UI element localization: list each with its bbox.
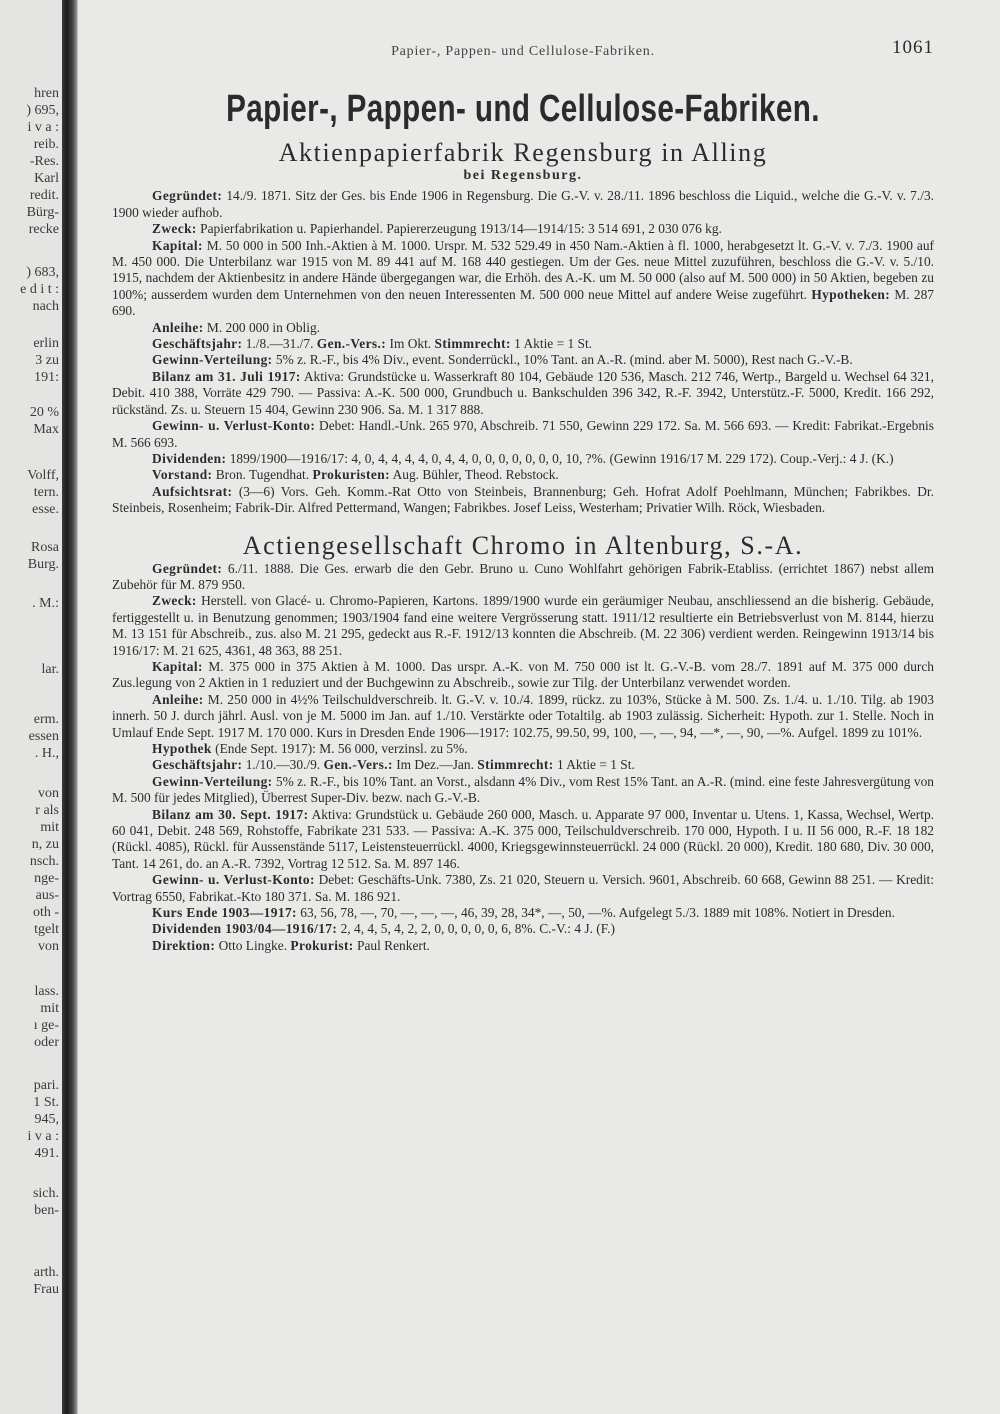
margin-fragment: arth. [33,1265,59,1280]
company-name: Aktienpapierfabrik Regensburg in Alling [278,138,768,167]
field-text: M. 200 000 in Oblig. [203,319,320,335]
field-label: Zweck: [152,221,197,237]
entry-paragraph [112,221,934,237]
entry-paragraph [112,418,934,451]
margin-fragment: nge- [34,871,59,886]
field-text: (3—6) Vors. Geh. Komm.-Rat Otto von Steinbeis, Brannenburg; Geh. Hofrat Adolf Poehlmann, München; Fabrikbes. Dr. Steinbeis, Rosenheim; Fabrik-Dir. Alfred Pettermand, Wangen; Fabrikbes. Josef Leiss, Westerham; Privatier Wilh. Röck, Wiesbaden. [112,483,934,516]
field-text: Papierfabrikation u. Papierhandel. Papiererzeugung 1913/14—1914/15: 3 514 691, 2 030 076 kg. [196,221,722,237]
margin-fragment: Rosa [31,540,59,555]
book-spine-shadow [62,0,78,1414]
margin-fragment: lar. [41,662,59,677]
field-text: 5% z. R.-F., bis 10% Tant. an Vorst., alsdann 4% Div., vom Rest 15% Tant. an A.-R. (mind. eine feste Jahresvergütung von M. 500 für jedes Mitglied), Überrest Super-Div. bezw. nach G.-V.-B. [112,773,934,806]
margin-fragment: 20 % [29,405,59,420]
margin-fragment: Volff, [27,468,59,483]
entry-paragraph [112,561,934,594]
margin-fragment: redit. [29,188,59,203]
margin-fragment: nach [32,299,59,314]
company-entry [112,188,934,516]
field-label: Stimmrecht: [434,336,511,352]
field-text: 5% z. R.-F., bis 4% Div., event. Sonderrückl., 10% Tant. an A.-R. (mind. aber M. 5000), Rest nach G.-V.-B. [272,352,853,368]
field-text: Bron. Tugendhat. [212,467,310,483]
company-subtitle: bei Regensburg. [463,168,583,183]
entry-paragraph [112,484,934,517]
field-text: 63, 56, 78, —, 70, —, —, —, 46, 39, 28, 34*, —, 50, —%. Aufgelegt 5./3. 1889 mit 108%. Notiert in Dresden. [296,905,895,921]
margin-fragment: ) 695, [26,103,59,118]
field-label: Gewinn-Verteilung: [152,773,273,789]
field-label: Hypotheken: [811,286,891,302]
field-label: Direktion: [152,937,216,953]
field-text: Debet: Handl.-Unk. 265 970, Abschreib. 71 550, Gewinn 229 172. Sa. M. 566 693. — Kredit: Fabrikat.-Ergebnis M. 566 693. [112,418,934,450]
field-text: Im Dez.—Jan. [392,757,474,773]
field-text: Debet: Geschäfts-Unk. 7380, Zs. 21 020, Steuern u. Versich. 9601, Abschreib. 60 668, Gewinn 88 251. — Kredit: Vortrag 6550, Fabrikat.-Kto 180 371. Sa. M. 186 921. [112,872,934,904]
section-title: Papier-, Pappen- und Cellulose-Fabriken. [226,88,820,130]
margin-fragment: aus- [35,888,59,903]
running-title: Papier-, Pappen- und Cellulose-Fabriken. [391,44,655,59]
field-text: Im Okt. [386,336,432,352]
field-label: Kapital: [152,237,203,253]
margin-fragment: recke [28,222,59,237]
field-text: 1 Aktie = 1 St. [553,757,635,773]
field-label: Gewinn-Verteilung: [152,352,273,368]
document-page [112,37,934,954]
entry-paragraph [112,451,934,467]
margin-fragment: mit [40,1001,59,1016]
margin-fragment: i v a : [27,1129,59,1144]
field-label: Prokurist: [290,937,354,953]
margin-fragment: hren [34,86,59,101]
margin-fragment: lass. [34,984,59,999]
entry-paragraph [112,352,934,368]
entry-paragraph [112,659,934,692]
field-text: Aug. Bühler, Theod. Rebstock. [389,467,559,483]
field-text: 14./9. 1871. Sitz der Ges. bis Ende 1906 in Regensburg. Die G.-V. v. 28./11. 1896 beschloss die Liquid., welche die G.-V. v. 7./3. 1900 wieder aufhob. [112,188,934,220]
field-label: Bilanz am 30. Sept. 1917: [152,806,309,822]
margin-fragment: 945, [34,1112,59,1127]
margin-fragment: von [38,939,59,954]
margin-fragment: Karl [34,171,59,186]
field-label: Gegründet: [152,560,223,576]
field-label: Vorstand: [152,467,213,483]
entry-paragraph [112,336,934,352]
field-label: Anleihe: [152,691,204,707]
field-label: Gewinn- u. Verlust-Konto: [152,418,316,434]
margin-fragment: Max [33,422,59,437]
margin-fragment: n, zu [31,837,59,852]
field-label: Zweck: [152,593,197,609]
field-text: Paul Renkert. [353,937,430,953]
field-text: 2, 4, 4, 5, 4, 2, 2, 0, 0, 0, 0, 0, 6, 8%. C.-V.: 4 J. (F.) [337,921,615,937]
field-label: Gegründet: [152,188,223,204]
entry-paragraph [112,593,934,659]
margin-fragment: von [38,786,59,801]
field-text: 1899/1900—1916/17: 4, 0, 4, 4, 4, 4, 0, 4, 4, 0, 0, 0, 0, 0, 0, 0, 10, ?%. (Gewinn 1916/17 M. 229 172). Coup.-Verj.: 4 J. (K.) [226,450,894,466]
running-header [112,37,934,70]
field-text: Herstell. von Glacé- u. Chromo-Papieren, Kartons. 1899/1900 wurde ein geräumiger Neubau, anschliessend an die bisherig. Gebäude, fertiggestellt u. in Benutzung genommen; 1903/1904 fand eine weitere Vergrösserung statt. 1911/12 resultierte ein Betriebsverlust von M. 8144, hierzu M. 13 151 für Abschreib., zus. also M. 21 295, gedeckt aus R.-F. 1912/13 konnten die Abschreib. (M. 22 306) verdient werden. Reingewinn 1913/14 bis 1916/17: M. 21 625, 4361, 48 363, 88 251. [112,593,934,658]
entry-paragraph [112,320,934,336]
entry-paragraph [112,467,934,483]
margin-fragment: sich. [32,1186,59,1201]
margin-fragment: . H., [34,746,59,761]
field-label: Prokuristen: [312,467,390,483]
entry-paragraph [112,807,934,873]
field-label: Kapital: [152,658,203,674]
margin-fragment: 3 zu [35,353,59,368]
margin-fragment: ı ge- [33,1018,59,1033]
field-label: Dividenden: [152,450,227,466]
margin-fragment: e d i t : [20,282,59,297]
margin-fragment: essen [28,729,59,744]
company-name: Actiengesellschaft Chromo in Altenburg, S.-A. [242,530,804,560]
entry-paragraph [112,238,934,320]
field-label: Kurs Ende 1903—1917: [152,905,297,921]
field-text: 1./8.—31./7. [242,336,314,352]
field-label: Gen.-Vers.: [323,757,393,773]
margin-fragment: oth - [32,905,59,920]
entry-paragraph [112,905,934,921]
margin-fragment: mit [40,820,59,835]
margin-fragment: ) 683, [26,265,59,280]
entry-paragraph [112,188,934,221]
field-label: Dividenden 1903/04—1916/17: [152,921,338,937]
page-number: 1061 [892,37,934,58]
field-text: M. 375 000 in 375 Aktien à M. 1000. Das urspr. A.-K. von M. 750 000 ist lt. G.-V.-B. vom 28./7. 1891 auf M. 375 000 durch Zus.legung von 2 Aktien in 1 reduziert und der Buchgewinn zu Abschreib., sowie zur Tilg. der Unterbilanz verwendet worden. [112,658,934,691]
entry-paragraph [112,692,934,741]
margin-fragment: ben- [34,1203,59,1218]
field-label: Aufsichtsrat: [152,483,233,499]
margin-fragment: -Res. [29,154,59,169]
field-text: M. 250 000 in 4½% Teilschuldverschreib. lt. G.-V. v. 10./4. 1899, rückz. zu 103%, Stücke à M. 500. Zs. 1./4. u. 1./10. Tilg. ab 1903 innerh. 50 J. durch jährl. Ausl. von je M. 5000 im Jan. auf 1./10. Verstärkte oder Totaltilg. ab 1903 zulässig. Sicherheit: Hypoth. zur 1. Stelle. Noch in Umlauf Ende Sept. 1917 M. 170 000. Kurs in Dresden Ende 1906—1917: 102.75, 99.50, 99, 100, —, —, 94, —*, —, 90, —%. Aufgel. 1899 zu 101%. [112,691,934,740]
field-text: M. 287 690. [112,286,934,319]
entry-paragraph [112,369,934,418]
margin-fragment: Frau [33,1282,59,1297]
field-label: Stimmrecht: [477,757,554,773]
field-text: 1./10.—30./9. [242,757,321,773]
margin-fragment: erm. [33,712,59,727]
margin-fragment: pari. [33,1078,59,1093]
entry-paragraph [112,872,934,905]
margin-fragment: esse. [32,502,59,517]
field-label: Bilanz am 31. Juli 1917: [152,368,301,384]
margin-fragment: r als [35,803,59,818]
field-text: M. 50 000 in 500 Inh.-Aktien à M. 1000. Urspr. M. 532 529.49 in 450 Nam.-Aktien à fl. 1000, herabgesetzt lt. G.-V. v. 7./3. 1900 auf M. 450 000. Die Unterbilanz war 1915 von M. 89 441 auf M. 168 440 gestiegen. Um der Ges. neue Mittel zuzuführen, beschloss die G.-V. v. 5./10. 1915, nachdem der Aktienbesitz in andere Hände übergegangen war, die Erhöh. des A.-K. um M. 50 000 (also auf M. 500 000) in 50 Aktien, begeben zu 100%; ausserdem wurden dem Unternehmen von den neuen Interessenten M. 500 000 neue Mittel auf andere Weise zugeführt. [112,237,934,302]
field-label: Geschäftsjahr: [152,757,243,773]
entry-paragraph [112,774,934,807]
margin-fragment: oder [34,1035,59,1050]
field-label: Gen.-Vers.: [316,336,387,352]
margin-fragment: 491. [34,1146,59,1161]
margin-fragment: tgelt [34,922,59,937]
field-label: Hypothek [152,741,212,756]
field-label: Anleihe: [152,319,204,335]
field-text: Aktiva: Grundstück u. Gebäude 260 000, Masch. u. Apparate 97 000, Inventar u. Utens. 1, Kassa, Wechsel, Wertp. 60 041, Debit. 248 569, Rohstoffe, Fabrikate 231 533. — Passiva: A.-K. 375 000, Teilschuldverschreib. 170 000, Hypoth. I u. II 56 000, R.-F. 18 182 (Rückl. 4085), Rückl. für Aussenstände 5117, Leistensteuerrückl. 4000, Kriegsgewinnsteuerrückl. 24 000 (Rückl. 20 000), Kredit. 180 680, Div. 30 000, Tant. 14 261, do. an A.-R. 7392, Vortrag 12 512. Sa. M. 897 146. [112,806,934,871]
entry-paragraph [112,921,934,937]
margin-fragment: i v a : [27,120,59,135]
field-label: Gewinn- u. Verlust-Konto: [152,872,315,888]
margin-fragment: . M.: [32,596,59,611]
entry-paragraph [112,938,934,954]
entry-paragraph [112,757,934,773]
field-label: Geschäftsjahr: [152,336,243,352]
margin-fragment: Bürg- [26,205,59,220]
margin-fragment: reib. [33,137,59,152]
adjacent-page-margin [0,0,63,1414]
margin-fragment: 191: [34,370,59,385]
field-text: Otto Lingke. [215,937,288,953]
company-list [112,138,934,954]
field-text: 1 Aktie = 1 St. [510,336,593,352]
margin-fragment: Burg. [27,557,59,572]
margin-fragment: nsch. [29,854,59,869]
field-text: 6./11. 1888. Die Ges. erwarb die den Gebr. Bruno u. Cuno Wohlfahrt gehörigen Fabrik-Etabliss. (errichtet 1867) nebst allem Zubehör für M. 879 950. [112,560,934,592]
field-text: Aktiva: Grundstücke u. Wasserkraft 80 104, Gebäude 120 536, Masch. 212 746, Wertp., Bargeld u. Wechsel 64 321, Debit. 410 388, Vorräte 429 790. — Passiva: A.-K. 500 000, Grundbuch u. Bankschulden 396 342, R.-F. 3942, Unterstütz.-F. 5000, Kredit. 166 292, rückständ. Zs. u. Steuern 15 404, Gewinn 230 906. Sa. M. 1 317 888. [112,368,934,417]
field-text: (Ende Sept. 1917): M. 56 000, verzinsl. zu 5%. [211,741,468,756]
company-entry [112,561,934,955]
entry-paragraph [112,741,934,757]
margin-fragment: tern. [33,485,59,500]
margin-fragment: 1 St. [33,1095,59,1110]
margin-fragment: erlin [33,336,59,351]
